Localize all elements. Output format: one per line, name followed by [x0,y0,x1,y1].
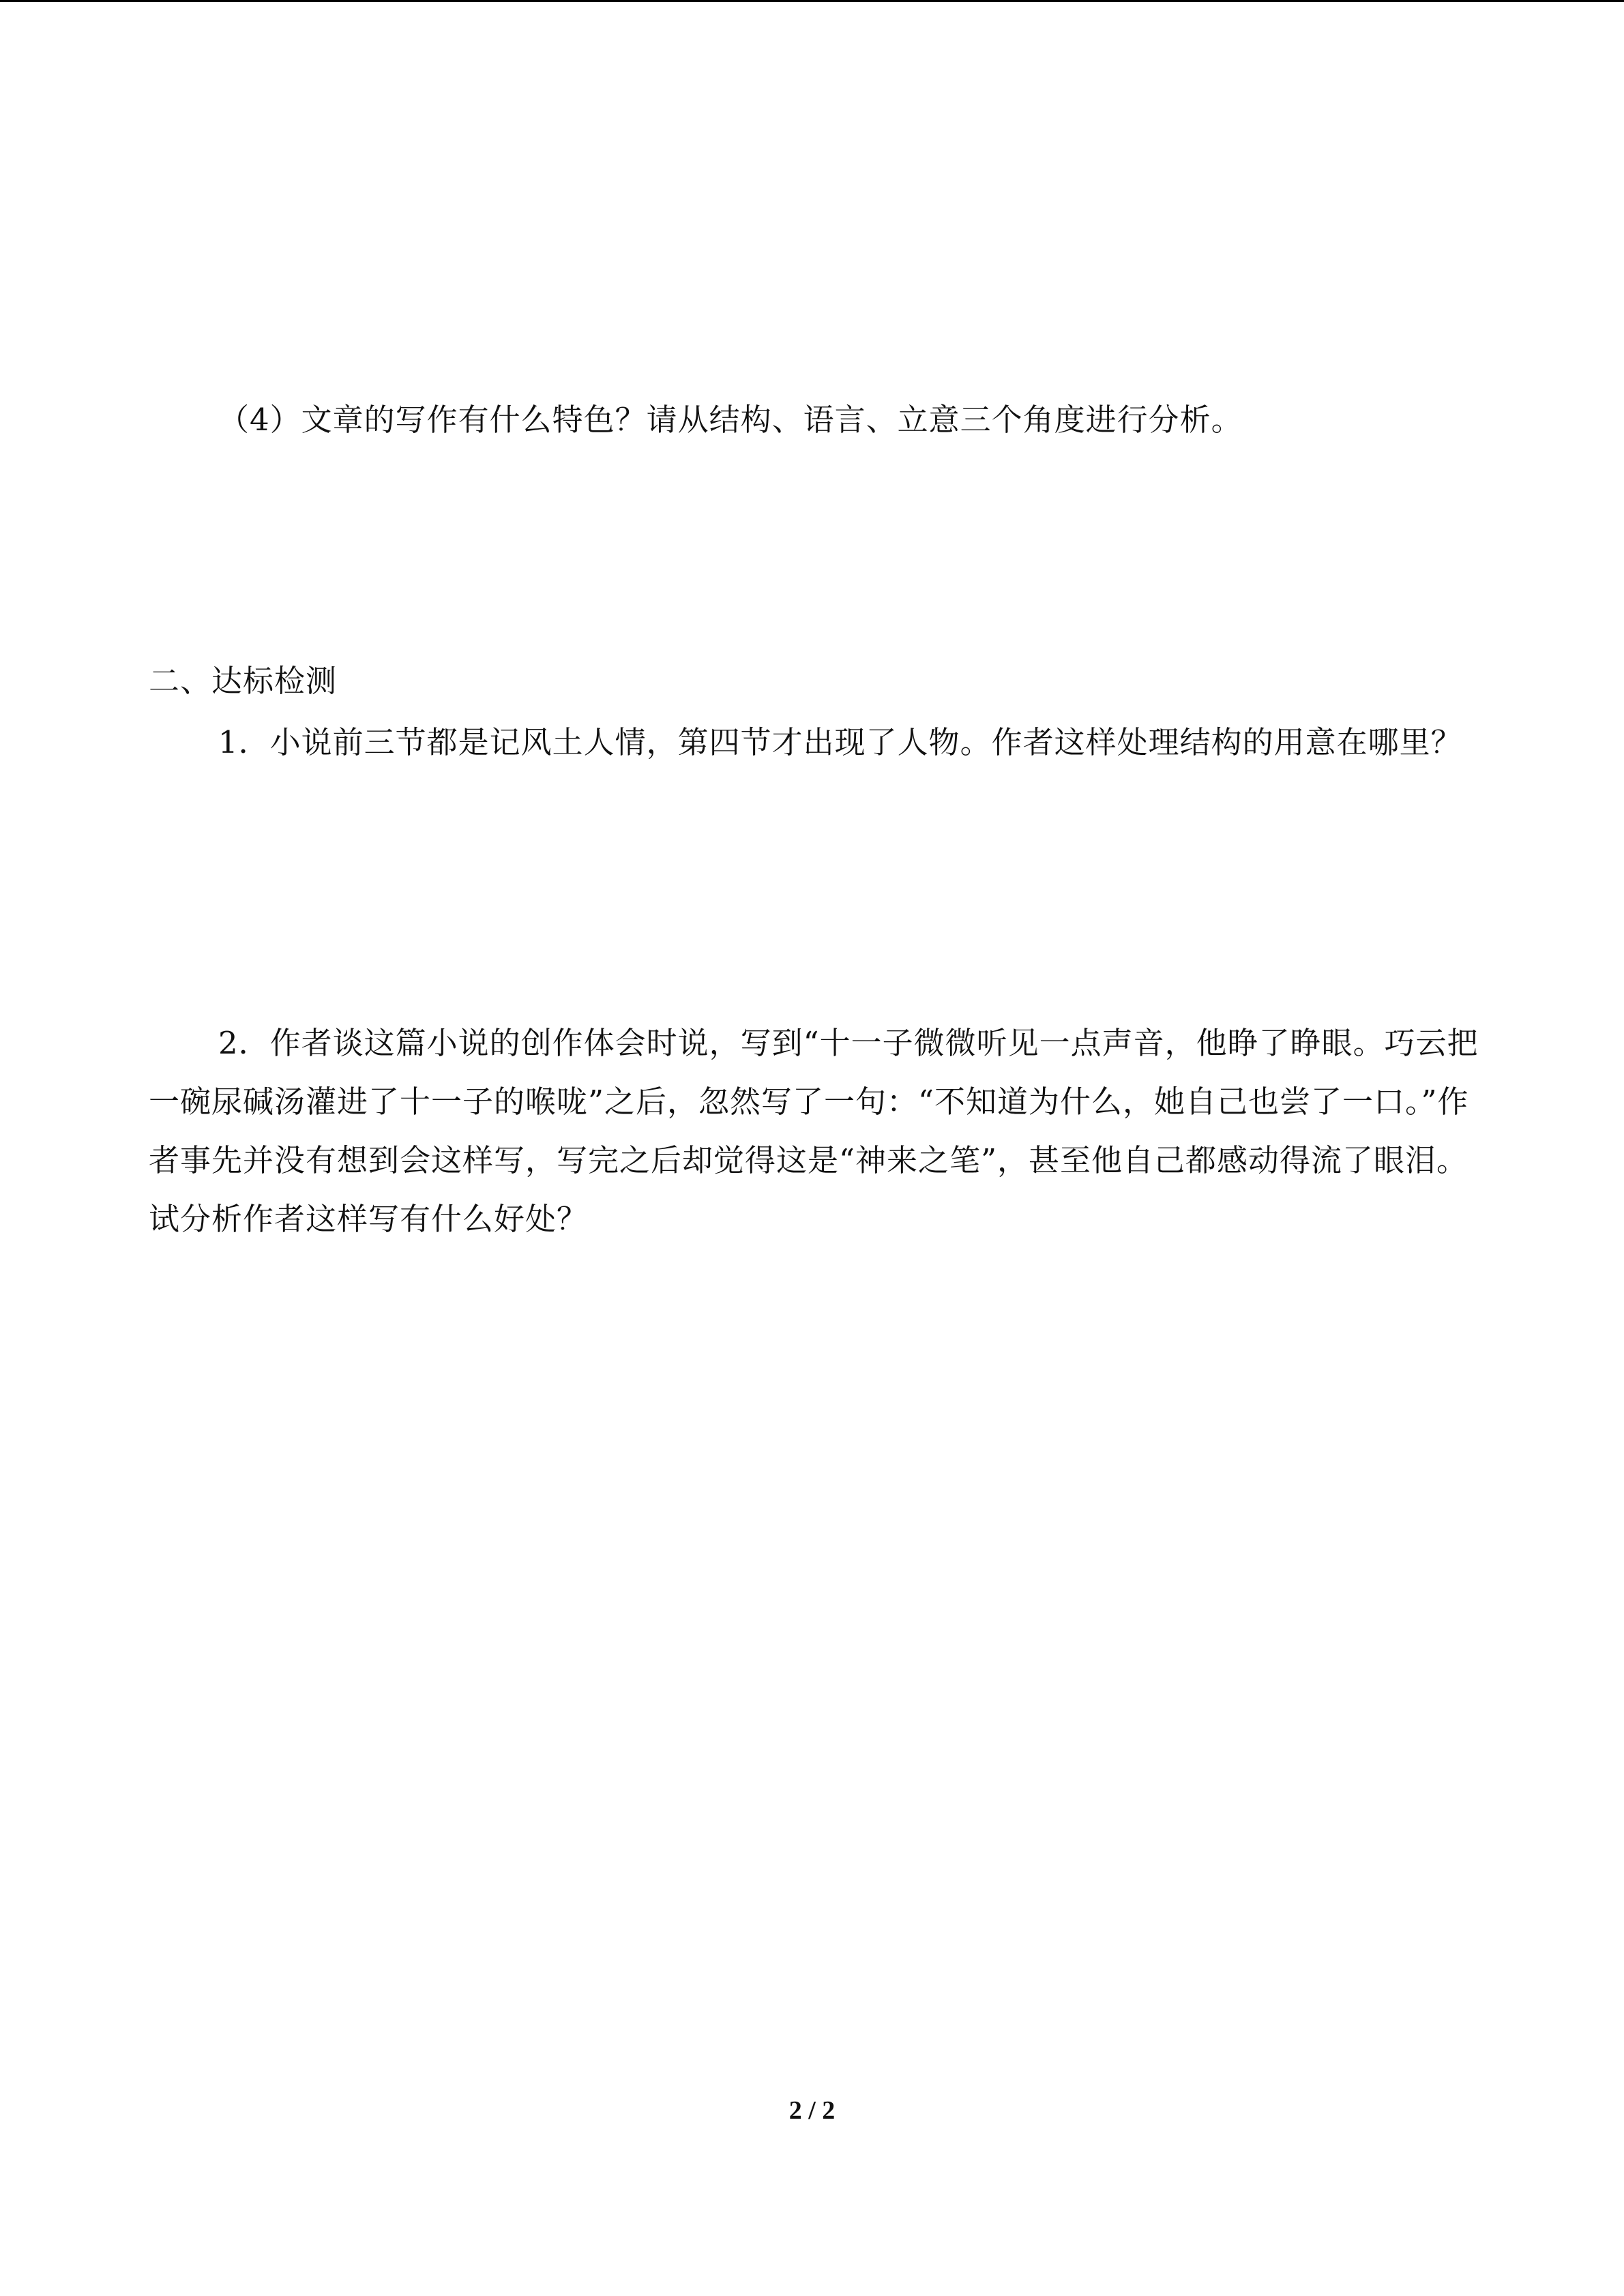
section-heading: 二、达标检测 [149,663,338,699]
page-top-border [0,0,1624,2]
test-item-2: 2．作者谈这篇小说的创作体会时说，写到“十一子微微听见一点声音，他睁了睁眼。巧云把一碗尿碱汤灌进了十一子的喉咙”之后，忽然写了一句：“不知道为什么，她自己也尝了一口。”作者事先并没有想到会这样写，写完之后却觉得这是“神来之笔”，甚至他自己都感动得流了眼泪。试分析作者这样写有什么好处？ [149,1025,1479,1237]
page-number: 2 / 2 [788,2096,836,2125]
question-4: （4）文章的写作有什么特色？请从结构、语言、立意三个角度进行分析。 [218,402,1243,438]
test-item-1: 1．小说前三节都是记风土人情，第四节才出现了人物。作者这样处理结构的用意在哪里？ [218,724,1462,760]
